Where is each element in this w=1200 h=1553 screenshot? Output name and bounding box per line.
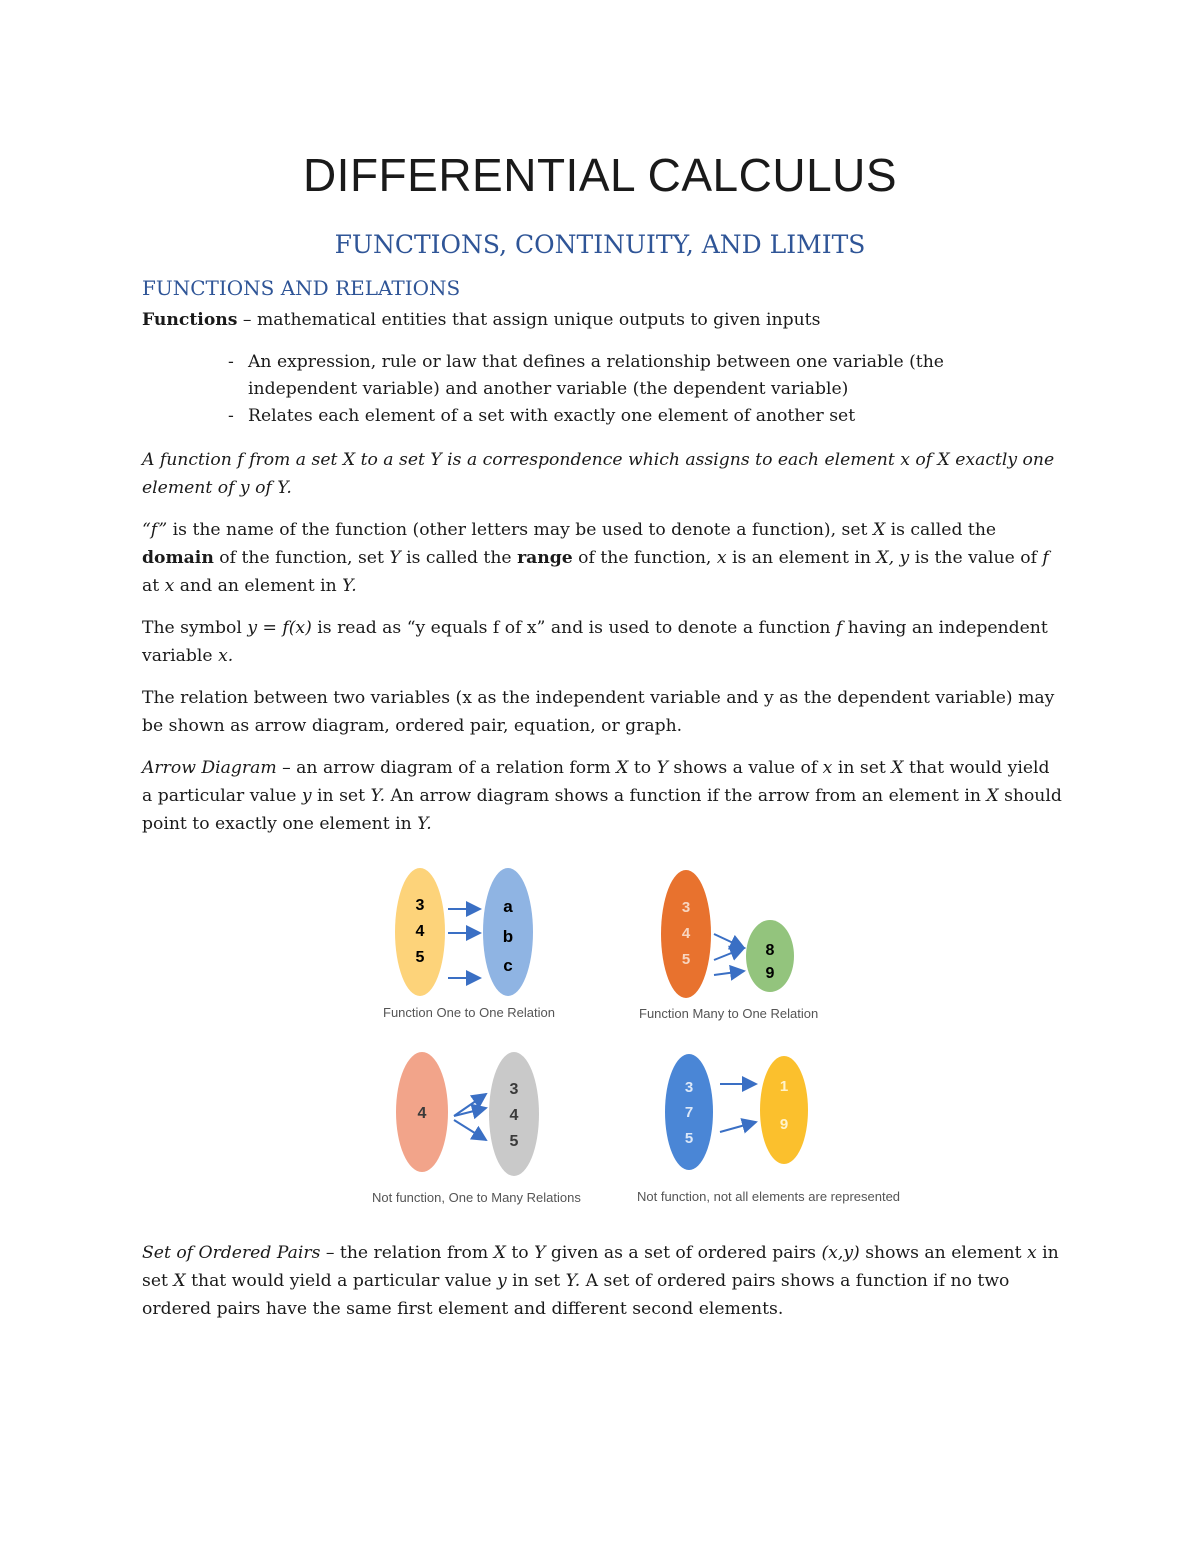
diagram-not-all-represented	[640, 1050, 840, 1174]
chapter-heading: FUNCTIONS, CONTINUITY, AND LIMITS	[334, 230, 866, 259]
set-element: 3	[681, 899, 691, 916]
set-element: 1	[779, 1078, 789, 1095]
set-element: 3	[509, 1081, 519, 1098]
set-element: 5	[509, 1133, 519, 1150]
diagram-caption: Not function, One to Many Relations	[372, 1190, 581, 1205]
set-element: 5	[684, 1130, 694, 1147]
set-element: a	[503, 897, 513, 916]
mapping-arrow	[720, 1122, 756, 1132]
set-element: 9	[765, 965, 775, 982]
paragraph-symbol: The symbol y = f(x) is read as “y equals f of x” and is used to denote a function f having an independent variable x.	[142, 618, 1048, 666]
paragraph-f-name: “f” is the name of the function (other letters may be used to denote a function), set X is called the domain of the function, set Y is called the range of the function, x is an element in X, y is the value of f at x and an element in Y.	[142, 520, 1049, 596]
set-element: 3	[415, 897, 425, 914]
mapping-arrow	[714, 934, 744, 948]
list-item: - Relates each element of a set with exactly one element of another set	[228, 406, 856, 426]
section-heading: FUNCTIONS AND RELATIONS	[142, 276, 461, 300]
mapping-arrow	[714, 948, 744, 960]
list-item: - An expression, rule or law that defines a relationship between one variable (the independent variable) and another variable (the dependent variable)	[228, 352, 944, 399]
set-element: 4	[417, 1105, 427, 1122]
set-element: 7	[684, 1104, 694, 1121]
set-element: 8	[765, 942, 775, 959]
diagram-many-to-one	[640, 862, 840, 1002]
mapping-arrow	[454, 1120, 486, 1140]
paragraph-relation: The relation between two variables (x as the independent variable and y as the dependent variable) may be shown as arrow diagram, ordered pair, equation, or graph.	[142, 688, 1055, 736]
set-element: b	[502, 927, 514, 946]
diagram-one-to-one	[380, 862, 580, 1002]
paragraph-arrow-diagram: Arrow Diagram – an arrow diagram of a relation form X to Y shows a value of x in set X that would yield a particular value y in set Y. An arrow diagram shows a function if the arrow from an element in X should point to exactly one element in Y.	[142, 758, 1062, 834]
paragraph-ordered-pairs: Set of Ordered Pairs – the relation from X to Y given as a set of ordered pairs (x,y) shows an element x in set X that would yield a particular value y in set Y. A set of ordered pairs shows a function if no two ordered pairs have the same first element and different second elements.	[142, 1243, 1059, 1319]
set-element: 3	[684, 1079, 694, 1096]
page-title: DIFFERENTIAL CALCULUS	[302, 149, 898, 201]
diagram-caption: Function One to One Relation	[383, 1005, 555, 1020]
set-element: 4	[415, 923, 425, 940]
mapping-arrow	[714, 971, 744, 975]
set-element: 5	[681, 951, 691, 968]
functions-definition: Functions – mathematical entities that assign unique outputs to given inputs	[142, 310, 821, 330]
diagram-caption: Not function, not all elements are represented	[637, 1189, 901, 1204]
bullet-list	[228, 349, 1058, 430]
set-element: 4	[681, 925, 691, 942]
diagram-one-to-many	[380, 1048, 580, 1182]
set-element: 5	[415, 949, 425, 966]
function-definition-italic: A function f from a set X to a set Y is a correspondence which assigns to each element x of X exactly one element of y of Y.	[142, 450, 1055, 498]
set-element: c	[503, 956, 513, 975]
set-y-ellipse	[760, 1056, 808, 1164]
functions-term: Functions	[142, 310, 238, 330]
set-element: 9	[779, 1116, 789, 1133]
diagram-caption: Function Many to One Relation	[639, 1006, 819, 1021]
set-element: 4	[509, 1107, 519, 1124]
